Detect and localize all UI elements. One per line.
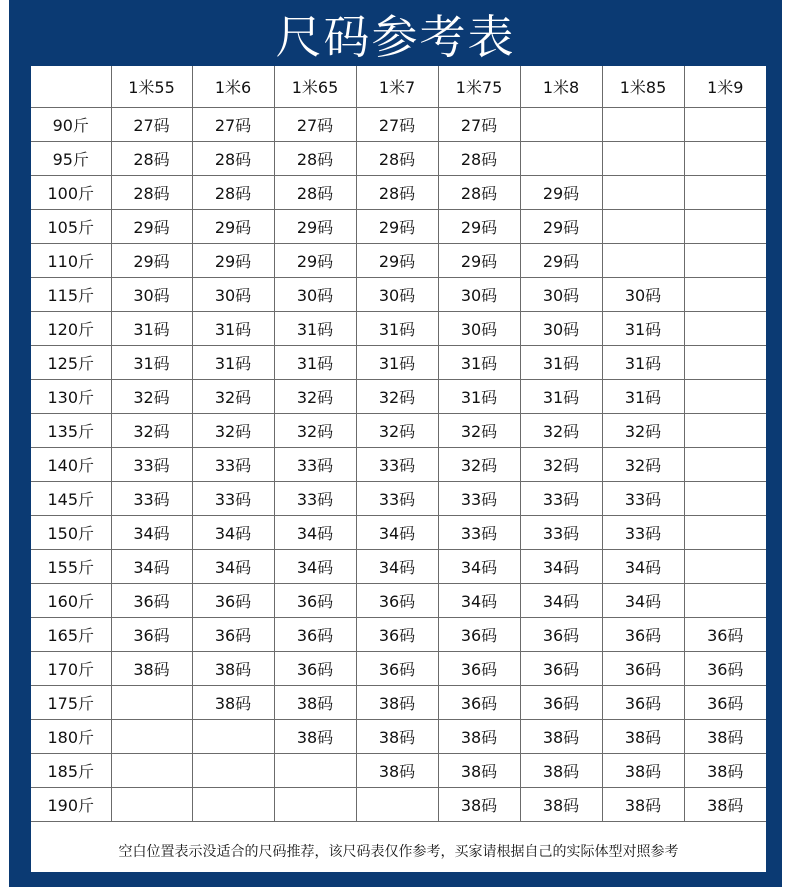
size-cell: 33码 — [192, 482, 274, 516]
size-cell: 36码 — [356, 652, 438, 686]
size-cell: 34码 — [438, 550, 520, 584]
size-cell: 30码 — [438, 312, 520, 346]
size-cell: 32码 — [438, 448, 520, 482]
size-cell — [684, 482, 766, 516]
size-cell — [111, 788, 192, 822]
weight-cell: 135斤 — [31, 414, 111, 448]
size-cell: 38码 — [438, 754, 520, 788]
size-chart-sheet — [31, 66, 766, 872]
size-cell: 34码 — [438, 584, 520, 618]
size-cell: 30码 — [356, 278, 438, 312]
size-cell: 38码 — [111, 652, 192, 686]
size-cell: 38码 — [192, 652, 274, 686]
table-row — [31, 686, 766, 720]
weight-cell: 155斤 — [31, 550, 111, 584]
size-cell: 38码 — [438, 720, 520, 754]
size-cell: 32码 — [356, 414, 438, 448]
size-cell: 29码 — [520, 210, 602, 244]
size-cell — [684, 550, 766, 584]
size-cell — [684, 142, 766, 176]
size-cell: 36码 — [520, 652, 602, 686]
size-cell: 32码 — [602, 448, 684, 482]
weight-cell: 145斤 — [31, 482, 111, 516]
size-cell — [111, 720, 192, 754]
weight-cell: 140斤 — [31, 448, 111, 482]
size-cell: 29码 — [438, 210, 520, 244]
height-header: 1米55 — [111, 66, 192, 108]
size-cell — [356, 788, 438, 822]
size-cell: 36码 — [356, 584, 438, 618]
height-header: 1米65 — [274, 66, 356, 108]
size-cell: 31码 — [520, 380, 602, 414]
size-cell: 34码 — [602, 550, 684, 584]
size-cell: 30码 — [274, 278, 356, 312]
size-cell: 36码 — [192, 584, 274, 618]
size-cell: 36码 — [356, 618, 438, 652]
size-cell: 30码 — [192, 278, 274, 312]
size-cell: 38码 — [356, 754, 438, 788]
weight-cell: 175斤 — [31, 686, 111, 720]
size-cell: 32码 — [274, 414, 356, 448]
size-cell: 29码 — [520, 244, 602, 278]
size-cell: 28码 — [111, 176, 192, 210]
size-cell: 32码 — [192, 380, 274, 414]
size-cell: 28码 — [356, 142, 438, 176]
size-cell: 32码 — [111, 380, 192, 414]
size-cell: 33码 — [438, 516, 520, 550]
size-cell: 29码 — [356, 244, 438, 278]
weight-cell: 115斤 — [31, 278, 111, 312]
table-row — [31, 108, 766, 142]
size-cell — [684, 176, 766, 210]
size-cell: 29码 — [520, 176, 602, 210]
size-cell: 33码 — [438, 482, 520, 516]
height-header: 1米85 — [602, 66, 684, 108]
table-row — [31, 244, 766, 278]
size-cell — [274, 788, 356, 822]
size-cell: 36码 — [602, 618, 684, 652]
size-cell: 31码 — [356, 346, 438, 380]
size-cell: 36码 — [602, 686, 684, 720]
size-cell: 36码 — [684, 618, 766, 652]
size-cell: 31码 — [192, 346, 274, 380]
table-row — [31, 516, 766, 550]
size-cell: 34码 — [274, 516, 356, 550]
size-cell — [684, 108, 766, 142]
size-cell: 32码 — [602, 414, 684, 448]
size-cell: 28码 — [438, 142, 520, 176]
corner-cell — [31, 66, 111, 108]
size-cell — [684, 516, 766, 550]
size-cell: 29码 — [111, 244, 192, 278]
size-cell: 31码 — [602, 380, 684, 414]
size-cell: 32码 — [192, 414, 274, 448]
size-cell: 28码 — [356, 176, 438, 210]
table-row — [31, 652, 766, 686]
size-cell: 33码 — [274, 482, 356, 516]
size-cell: 36码 — [438, 618, 520, 652]
size-cell: 31码 — [274, 312, 356, 346]
weight-cell: 125斤 — [31, 346, 111, 380]
table-row — [31, 788, 766, 822]
size-cell: 34码 — [520, 550, 602, 584]
size-cell: 36码 — [684, 652, 766, 686]
table-row — [31, 210, 766, 244]
size-cell: 38码 — [192, 686, 274, 720]
height-header: 1米6 — [192, 66, 274, 108]
weight-cell: 130斤 — [31, 380, 111, 414]
table-row — [31, 482, 766, 516]
size-cell: 32码 — [520, 414, 602, 448]
size-cell: 33码 — [520, 516, 602, 550]
size-cell: 31码 — [520, 346, 602, 380]
weight-cell: 190斤 — [31, 788, 111, 822]
weight-cell: 180斤 — [31, 720, 111, 754]
size-cell: 31码 — [111, 312, 192, 346]
size-cell — [192, 720, 274, 754]
weight-cell: 90斤 — [31, 108, 111, 142]
size-cell — [684, 346, 766, 380]
size-cell: 36码 — [274, 618, 356, 652]
weight-cell: 150斤 — [31, 516, 111, 550]
size-cell — [111, 754, 192, 788]
table-row — [31, 278, 766, 312]
size-cell: 38码 — [438, 788, 520, 822]
size-cell: 31码 — [356, 312, 438, 346]
size-cell: 29码 — [192, 244, 274, 278]
size-cell: 30码 — [438, 278, 520, 312]
size-cell: 33码 — [602, 516, 684, 550]
size-cell: 31码 — [438, 346, 520, 380]
size-cell: 38码 — [356, 686, 438, 720]
size-cell: 38码 — [602, 754, 684, 788]
table-row — [31, 142, 766, 176]
size-cell: 27码 — [274, 108, 356, 142]
size-cell: 28码 — [274, 142, 356, 176]
size-cell: 34码 — [520, 584, 602, 618]
weight-cell: 95斤 — [31, 142, 111, 176]
size-cell: 36码 — [111, 584, 192, 618]
height-header: 1米8 — [520, 66, 602, 108]
size-cell: 31码 — [274, 346, 356, 380]
table-row — [31, 550, 766, 584]
header-row — [31, 66, 766, 108]
size-cell: 36码 — [274, 584, 356, 618]
table-row — [31, 312, 766, 346]
size-cell: 38码 — [520, 720, 602, 754]
size-cell: 32码 — [111, 414, 192, 448]
size-cell: 33码 — [520, 482, 602, 516]
size-cell — [520, 108, 602, 142]
size-cell — [684, 448, 766, 482]
size-cell: 36码 — [274, 652, 356, 686]
size-cell — [192, 754, 274, 788]
weight-cell: 160斤 — [31, 584, 111, 618]
weight-cell: 170斤 — [31, 652, 111, 686]
size-cell: 33码 — [356, 482, 438, 516]
size-cell: 34码 — [192, 550, 274, 584]
table-row — [31, 754, 766, 788]
size-cell — [274, 754, 356, 788]
size-cell: 38码 — [356, 720, 438, 754]
size-cell: 28码 — [438, 176, 520, 210]
size-cell: 27码 — [438, 108, 520, 142]
size-cell: 31码 — [438, 380, 520, 414]
weight-cell: 165斤 — [31, 618, 111, 652]
table-row — [31, 584, 766, 618]
size-cell: 28码 — [192, 142, 274, 176]
size-cell: 32码 — [438, 414, 520, 448]
weight-cell: 120斤 — [31, 312, 111, 346]
size-cell: 34码 — [356, 550, 438, 584]
table-row — [31, 414, 766, 448]
size-cell: 28码 — [274, 176, 356, 210]
weight-cell: 100斤 — [31, 176, 111, 210]
size-cell: 31码 — [602, 312, 684, 346]
size-table — [31, 66, 766, 822]
size-cell: 38码 — [274, 720, 356, 754]
size-cell — [684, 584, 766, 618]
size-cell: 36码 — [192, 618, 274, 652]
size-cell: 29码 — [111, 210, 192, 244]
size-cell: 38码 — [274, 686, 356, 720]
size-cell — [602, 142, 684, 176]
table-row — [31, 720, 766, 754]
size-cell: 36码 — [684, 686, 766, 720]
size-cell: 30码 — [520, 278, 602, 312]
size-cell: 32码 — [520, 448, 602, 482]
size-cell: 36码 — [520, 618, 602, 652]
size-cell: 31码 — [602, 346, 684, 380]
size-cell — [111, 686, 192, 720]
size-cell: 30码 — [520, 312, 602, 346]
size-cell: 31码 — [111, 346, 192, 380]
height-header: 1米75 — [438, 66, 520, 108]
size-cell — [684, 210, 766, 244]
size-cell: 29码 — [274, 210, 356, 244]
size-cell: 38码 — [684, 754, 766, 788]
size-cell: 38码 — [602, 720, 684, 754]
size-cell: 28码 — [111, 142, 192, 176]
size-cell: 34码 — [274, 550, 356, 584]
weight-cell: 185斤 — [31, 754, 111, 788]
size-cell: 33码 — [274, 448, 356, 482]
size-cell: 29码 — [192, 210, 274, 244]
table-body — [31, 66, 766, 822]
weight-cell: 110斤 — [31, 244, 111, 278]
size-cell: 38码 — [520, 788, 602, 822]
size-cell: 38码 — [602, 788, 684, 822]
size-cell: 36码 — [602, 652, 684, 686]
page-title: 尺码参考表 — [275, 10, 516, 64]
size-cell — [684, 414, 766, 448]
size-cell: 29码 — [438, 244, 520, 278]
size-cell: 36码 — [520, 686, 602, 720]
size-cell: 27码 — [192, 108, 274, 142]
size-cell: 32码 — [274, 380, 356, 414]
height-header: 1米7 — [356, 66, 438, 108]
size-cell: 31码 — [192, 312, 274, 346]
size-cell — [602, 108, 684, 142]
size-cell: 34码 — [111, 550, 192, 584]
size-cell: 36码 — [111, 618, 192, 652]
size-cell: 34码 — [192, 516, 274, 550]
size-cell — [602, 210, 684, 244]
table-row — [31, 618, 766, 652]
size-cell — [602, 244, 684, 278]
table-row — [31, 176, 766, 210]
table-row — [31, 448, 766, 482]
size-cell: 33码 — [192, 448, 274, 482]
size-cell: 38码 — [520, 754, 602, 788]
size-cell: 30码 — [111, 278, 192, 312]
size-cell: 33码 — [111, 448, 192, 482]
size-cell: 33码 — [602, 482, 684, 516]
size-cell — [520, 142, 602, 176]
size-cell: 36码 — [438, 686, 520, 720]
height-header: 1米9 — [684, 66, 766, 108]
size-cell: 34码 — [602, 584, 684, 618]
size-cell: 36码 — [438, 652, 520, 686]
size-cell: 28码 — [192, 176, 274, 210]
size-cell — [684, 244, 766, 278]
size-cell: 33码 — [111, 482, 192, 516]
size-cell — [684, 380, 766, 414]
size-cell: 27码 — [111, 108, 192, 142]
size-cell — [192, 788, 274, 822]
size-cell: 30码 — [602, 278, 684, 312]
weight-cell: 105斤 — [31, 210, 111, 244]
size-cell — [684, 278, 766, 312]
size-cell — [602, 176, 684, 210]
size-cell: 38码 — [684, 720, 766, 754]
size-cell: 27码 — [356, 108, 438, 142]
size-cell: 32码 — [356, 380, 438, 414]
size-cell: 38码 — [684, 788, 766, 822]
size-cell: 34码 — [111, 516, 192, 550]
footnote: 空白位置表示没适合的尺码推荐，该尺码表仅作参考，买家请根据自己的实际体型对照参考 — [118, 844, 679, 860]
table-row — [31, 346, 766, 380]
size-cell: 33码 — [356, 448, 438, 482]
size-cell: 29码 — [274, 244, 356, 278]
size-cell: 34码 — [356, 516, 438, 550]
size-chart-frame — [9, 0, 782, 887]
table-row — [31, 380, 766, 414]
size-cell: 29码 — [356, 210, 438, 244]
size-cell — [684, 312, 766, 346]
